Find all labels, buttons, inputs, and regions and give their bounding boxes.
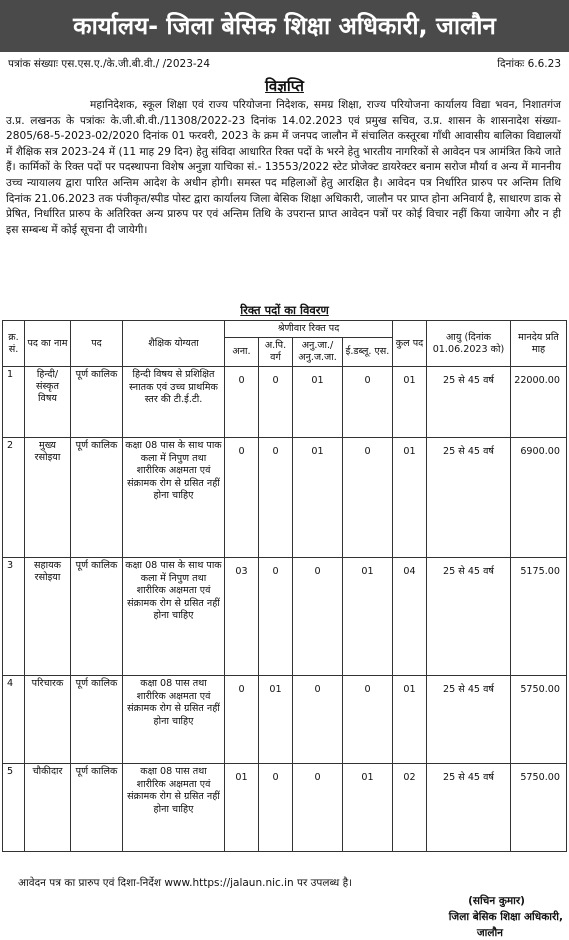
table-row bbox=[3, 676, 567, 764]
row-obc: 0 bbox=[259, 558, 293, 676]
col-pay-header: मानदेय प्रति माह bbox=[511, 321, 567, 367]
table-row bbox=[3, 764, 567, 852]
col-unreserved-header: अना. bbox=[225, 338, 259, 367]
col-total-header: कुल पद bbox=[393, 321, 427, 367]
table-row bbox=[3, 558, 567, 676]
row-sc-st: 0 bbox=[293, 558, 343, 676]
row-post-name: हिन्दी/ संस्कृत विषय bbox=[25, 367, 71, 438]
row-pay: 5750.00 bbox=[511, 764, 567, 852]
row-post-type: पूर्ण कालिक bbox=[71, 676, 123, 764]
row-sc-st: 0 bbox=[293, 764, 343, 852]
row-pay: 22000.00 bbox=[511, 367, 567, 438]
vacancy-table bbox=[2, 320, 567, 852]
row-pay: 5175.00 bbox=[511, 558, 567, 676]
row-obc: 01 bbox=[259, 676, 293, 764]
col-ews-header: ई.डब्लू. एस. bbox=[343, 338, 393, 367]
col-qualification-header: शैक्षिक योग्यता bbox=[123, 321, 225, 367]
application-format-note: आवेदन पत्र का प्रारुप एवं दिशा-निर्देश www.https://jalaun.nic.in पर उपलब्ध है। bbox=[18, 877, 353, 889]
row-post-type: पूर्ण कालिक bbox=[71, 367, 123, 438]
table-header-row bbox=[3, 321, 567, 338]
row-unreserved: 03 bbox=[225, 558, 259, 676]
row-qualification: हिन्दी विषय से प्रशिक्षित स्नातक एवं उच्च प्राथमिक स्तर की टी.ई.टी. bbox=[123, 367, 225, 438]
col-sc-st-header: अनु.जा./ अनु.ज.जा. bbox=[293, 338, 343, 367]
signatory-name: (सचिन कुमार) bbox=[468, 895, 525, 907]
row-obc: 0 bbox=[259, 764, 293, 852]
row-sno: 2 bbox=[3, 438, 25, 558]
row-unreserved: 0 bbox=[225, 676, 259, 764]
row-age: 25 से 45 वर्ष bbox=[427, 764, 511, 852]
row-sc-st: 0 bbox=[293, 676, 343, 764]
row-unreserved: 0 bbox=[225, 367, 259, 438]
row-qualification: कक्षा 08 पास तथा शारीरिक अक्षमता एवं संक्रामक रोग से ग्रसित नहीं होना चाहिए bbox=[123, 676, 225, 764]
row-unreserved: 0 bbox=[225, 438, 259, 558]
row-total: 01 bbox=[393, 438, 427, 558]
row-post-type: पूर्ण कालिक bbox=[71, 558, 123, 676]
row-obc: 0 bbox=[259, 438, 293, 558]
row-age: 25 से 45 वर्ष bbox=[427, 676, 511, 764]
row-sno: 1 bbox=[3, 367, 25, 438]
notice-body: महानिदेशक, स्कूल शिक्षा एवं राज्य परियोजना निदेशक, समग्र शिक्षा, राज्य परियोजना कार्यालय विद्या भवन, निशातगंज उ.प्र. लखनऊ के पत्रांकः के.जी.बी.वी./11308/2022-23 दिनांक 14.02.2023 एवं प्रमुख सचिव, उ.प्र. शासन के शासनादेश संख्या- 2805/68-5-2023-02/2020 दिनांक 01 फरवरी, 2023 के क्रम में जनपद जालौन में संचालित कस्तूरबा गाँधी आवासीय बालिका विद्यालयों में शैक्षिक सत्र 2023-24 में (11 माह 29 दिन) हेतु संविदा आधारित रिक्त पदों के भरने हेतु भारतीय नागरिकों से आवेदन पत्र आमंत्रित किये जाते हैं। कार्मिकों के रिक्त पदों पर पदस्थापना विशेष अनुज्ञा याचिका सं.- 13553/2022 स्टेट प्रोजेक्ट डायरेक्टर बनाम सरोज मौर्या व अन्य में माननीय उच्च न्यायालय द्वारा पारित अन्तिम आदेश के अधीन होगी। समस्त पद महिलाओं हेतु आरक्षित है। आवेदन पत्र निर्धारित प्रारुप पर अन्तिम तिथि दिनांक 21.06.2023 तक पंजीकृत/स्पीड पोस्ट द्वारा कार्यालय जिला बेसिक शिक्षा अधिकारी, जालौन पर प्राप्त होना अनिवार्य है, साधारण डाक से प्रेषित, निर्धारित प्रारुप के अतिरिक्त अन्य प्रारुप पर एवं अन्तिम तिथि के उपरान्त प्राप्त आवेदन पत्रों पर कोई विचार नहीं किया जायेगा और न ही इस सम्बन्ध में कोई सूचना दी जायेगी। bbox=[6, 99, 562, 236]
row-post-name: सहायक रसोइया bbox=[25, 558, 71, 676]
row-ews: 0 bbox=[343, 676, 393, 764]
col-category-group-header: श्रेणीवार रिक्त पद bbox=[225, 321, 393, 338]
row-qualification: कक्षा 08 पास के साथ पाक कला में निपुण तथा शारीरिक अक्षमता एवं संक्रामक रोग से ग्रसित नहीं होना चाहिए bbox=[123, 558, 225, 676]
row-sno: 5 bbox=[3, 764, 25, 852]
col-post-name-header: पद का नाम bbox=[25, 321, 71, 367]
signatory-designation: जिला बेसिक शिक्षा अधिकारी, bbox=[448, 911, 563, 923]
row-age: 25 से 45 वर्ष bbox=[427, 438, 511, 558]
row-pay: 5750.00 bbox=[511, 676, 567, 764]
row-ews: 01 bbox=[343, 764, 393, 852]
notice-title: विज्ञप्ति bbox=[265, 77, 304, 95]
row-ews: 0 bbox=[343, 367, 393, 438]
row-total: 01 bbox=[393, 676, 427, 764]
col-age-header: आयु (दिनांक 01.06.2023 को) bbox=[427, 321, 511, 367]
row-pay: 6900.00 bbox=[511, 438, 567, 558]
row-post-name: चौकीदार bbox=[25, 764, 71, 852]
signatory-place: जालौन bbox=[476, 927, 503, 939]
row-sno: 3 bbox=[3, 558, 25, 676]
reference-number: पत्रांक संख्याः एस.एस.ए./के.जी.बी.वी./ /2023-24 bbox=[8, 58, 211, 70]
row-ews: 01 bbox=[343, 558, 393, 676]
row-post-name: मुख्य रसोइया bbox=[25, 438, 71, 558]
row-total: 02 bbox=[393, 764, 427, 852]
col-sno-header: क्र. सं. bbox=[3, 321, 25, 367]
row-sc-st: 01 bbox=[293, 438, 343, 558]
col-post-header: पद bbox=[71, 321, 123, 367]
row-sc-st: 01 bbox=[293, 367, 343, 438]
table-heading: रिक्त पदों का विवरण bbox=[240, 303, 329, 317]
row-age: 25 से 45 वर्ष bbox=[427, 367, 511, 438]
row-obc: 0 bbox=[259, 367, 293, 438]
row-total: 01 bbox=[393, 367, 427, 438]
row-unreserved: 01 bbox=[225, 764, 259, 852]
col-obc-header: अ.पि. वर्ग bbox=[259, 338, 293, 367]
row-qualification: कक्षा 08 पास के साथ पाक कला में निपुण तथा शारीरिक अक्षमता एवं संक्रामक रोग से ग्रसित नहीं होना चाहिए bbox=[123, 438, 225, 558]
row-age: 25 से 45 वर्ष bbox=[427, 558, 511, 676]
row-qualification: कक्षा 08 पास तथा शारीरिक अक्षमता एवं संक्रामक रोग से ग्रसित नहीं होना चाहिए bbox=[123, 764, 225, 852]
reference-line bbox=[8, 57, 561, 73]
table-row bbox=[3, 438, 567, 558]
table-row bbox=[3, 367, 567, 438]
row-post-type: पूर्ण कालिक bbox=[71, 764, 123, 852]
office-header-banner: कार्यालय- जिला बेसिक शिक्षा अधिकारी, जालौन bbox=[0, 0, 569, 52]
row-post-type: पूर्ण कालिक bbox=[71, 438, 123, 558]
row-sno: 4 bbox=[3, 676, 25, 764]
row-post-name: परिचारक bbox=[25, 676, 71, 764]
row-total: 04 bbox=[393, 558, 427, 676]
row-ews: 0 bbox=[343, 438, 393, 558]
notice-date: दिनांकः 6.6.23 bbox=[497, 58, 561, 70]
